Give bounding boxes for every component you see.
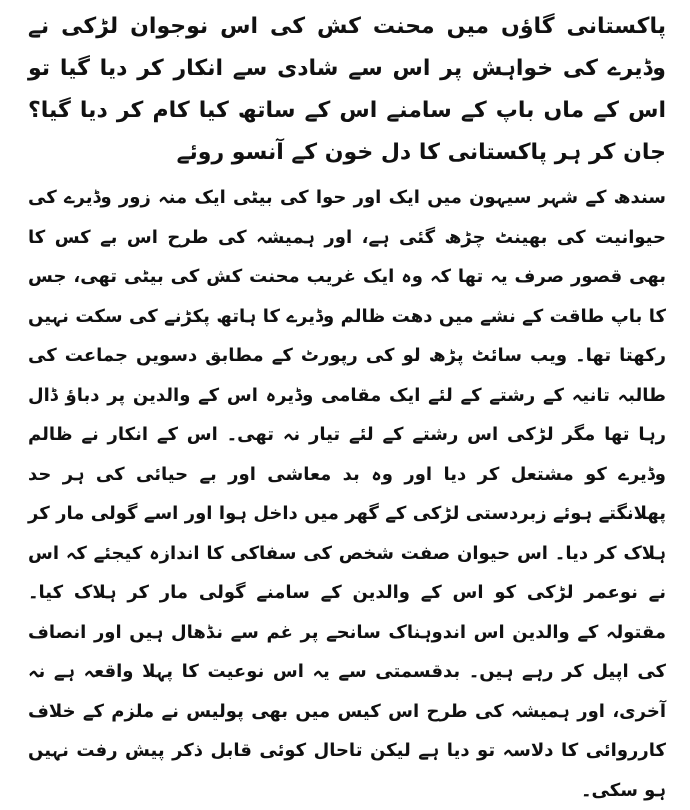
article-body: سندھ کے شہر سیہون میں ایک اور حوا کی بیٹی ایک منہ زور وڈیرے کی حیوانیت کی بھینٹ چڑھ گئی ہے، اور ہمیشہ کی طرح اس بے کس کا بھی قصور صرف یہ تھا کہ وہ ایک غریب محنت کش کی بیٹی تھی، جس کا باپ طاقت کے نشے میں دھت ظالم وڈیرے کا ہاتھ پکڑنے کی سکت نہیں رکھتا تھا۔ ویب سائٹ پڑھ لو کی رپورٹ کے مطابق دسویں جماعت کی طالبہ تانیہ کے رشتے کے لئے ایک مقامی وڈیرہ اس کے والدین پر دباؤ ڈال رہا تھا مگر لڑکی اس رشتے کے لئے تیار نہ تھی۔ اس کے انکار نے ظالم وڈیرے کو مشتعل کر دیا اور وہ بد معاشی اور بے حیائی کی ہر حد پھلانگتے ہوئے زبردستی لڑکی کے گھر میں داخل ہوا اور اسے گولی مار کر ہلاک کر دیا۔ اس حیوان صفت شخص کی سفاکی کا اندازہ کیجئے کہ اس نے نوعمر لڑکی کو اس کے والدین کے سامنے گولی مار کر ہلاک کیا۔ مقتولہ کے والدین اس اندوہناک سانحے پر غم سے نڈھال ہیں اور انصاف کی اپیل کر رہے ہیں۔ بدقسمتی سے یہ اس نوعیت کا پہلا واقعہ ہے نہ آخری، اور ہمیشہ کی طرح اس کیس میں بھی پولیس نے ملزم کے خلاف کارروائی کا دلاسہ تو دیا ہے لیکن تاحال کوئی قابل ذکر پیش رفت نہیں ہو سکی۔ — [28, 187, 666, 801]
article-headline: پاکستانی گاؤں میں محنت کش کی اس نوجوان لڑکی نے وڈیرے کی خواہش پر اس سے شادی سے انکار کر دیا گیا تو اس کے ماں باپ کے سامنے اس کے ساتھ کیا کام کر دیا گیا؟ جان کر ہر پاکستانی کا دل خون کے آنسو روئے — [28, 14, 666, 165]
